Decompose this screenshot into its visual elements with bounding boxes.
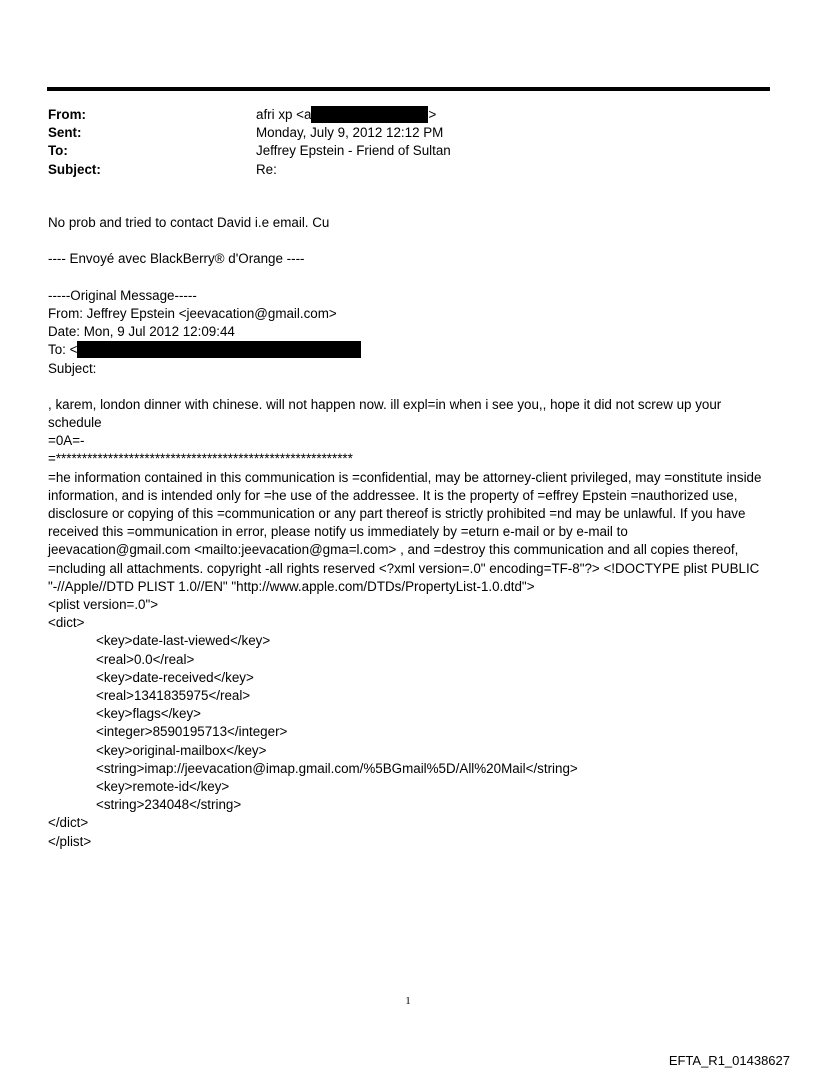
dict-item: <key>original-mailbox</key> xyxy=(96,742,267,758)
plist-close: </plist> xyxy=(48,833,92,849)
orig-to-row xyxy=(48,341,768,359)
sent-row xyxy=(48,124,768,142)
dict-item: <key>date-received</key> xyxy=(96,669,254,685)
original-message-marker: -----Original Message----- xyxy=(48,287,197,303)
email-header xyxy=(48,106,768,179)
orig-date: Date: Mon, 9 Jul 2012 12:09:44 xyxy=(48,324,235,340)
sent-label: Sent: xyxy=(48,125,82,141)
dict-item: <integer>8590195713</integer> xyxy=(96,724,288,740)
to-value: Jeffrey Epstein - Friend of Sultan xyxy=(256,143,451,159)
orig-to: To: < xyxy=(48,342,78,358)
signature-text: ---- Envoyé avec BlackBerry® d'Orange ---- xyxy=(48,251,305,267)
dict-item: <key>remote-id</key> xyxy=(96,778,230,794)
top-rule xyxy=(47,87,770,91)
to-label: To: xyxy=(48,143,68,159)
subject-label: Subject: xyxy=(48,161,101,177)
redaction-block xyxy=(311,106,428,123)
dict-item: <key>flags</key> xyxy=(96,706,201,722)
sent-value: Monday, July 9, 2012 12:12 PM xyxy=(256,125,444,141)
stars-line: =********************************************************* xyxy=(48,451,353,467)
encoding-text: =0A=- xyxy=(48,433,85,449)
subject-row xyxy=(48,161,768,179)
from-close: > xyxy=(428,107,437,122)
dict-item: <key>date-last-viewed</key> xyxy=(96,633,271,649)
to-row xyxy=(48,142,768,160)
from-value xyxy=(256,106,436,124)
dict-item: <string>234048</string> xyxy=(96,797,242,813)
from-row xyxy=(48,106,768,124)
orig-subject: Subject: xyxy=(48,360,97,376)
dict-item: <string>imap://jeevacation@imap.gmail.com/%5BGmail%5D/All%20Mail</string> xyxy=(96,760,578,776)
from-text: afri xp <a xyxy=(256,107,312,122)
dict-close: </dict> xyxy=(48,815,89,831)
document-id: EFTA_R1_01438627 xyxy=(668,1053,790,1068)
orig-from: From: Jeffrey Epstein <jeevacation@gmail.com> xyxy=(48,305,337,321)
reply-text: No prob and tried to contact David i.e email. Cu xyxy=(48,215,330,230)
dict-item: <real>1341835975</real> xyxy=(96,688,251,704)
disclaimer-text: =he information contained in this communication is =confidential, may be attorney-client privileged, may =onstitute inside information, and is intended only for =he use of the addressee. It is the property of =effrey Epstein =nauthorized use, disclosure or copying of this =communication or any part thereof is strictly prohibited =nd may be unlawful. If you have received this =ommunication in error, please notify us immediately by =eturn e-mail or by e-mail to jeevacation@gmail.com <mailto:jeevacation@gma=l.com> , and =destroy this communication and all copies thereof, =ncluding all attachments. copyright -all rights reserved <?xml version=.0" encoding=TF-8"?> <!DOCTYPE plist PUBLIC "-//Apple//DTD PLIST 1.0//EN" "http://www.apple.com/DTDs/PropertyList-1.0.dtd"> xyxy=(48,469,762,594)
message-text: , karem, london dinner with chinese. will not happen now. ill expl=in when i see you,, hope it did not screw up your schedule xyxy=(48,396,722,431)
page-number: 1 xyxy=(405,995,411,1007)
from-label: From: xyxy=(48,107,86,122)
dict-open: <dict> xyxy=(48,615,85,631)
email-body xyxy=(48,214,768,851)
plist-open: <plist version=.0"> xyxy=(48,597,159,613)
redaction-block xyxy=(77,341,361,358)
subject-value: Re: xyxy=(256,161,277,177)
dict-item: <real>0.0</real> xyxy=(96,651,195,667)
